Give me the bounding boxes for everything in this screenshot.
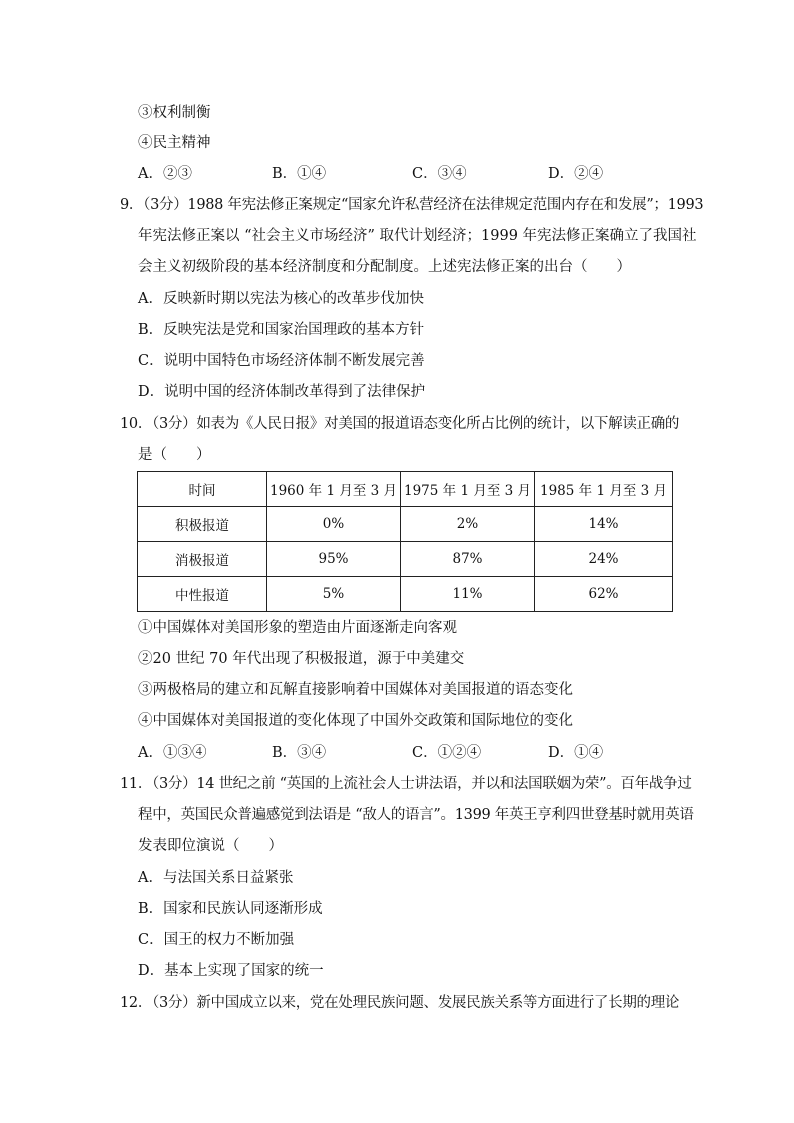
q9-stem-line-3: 会主义初级阶段的基本经济制度和分配制度。上述宪法修正案的出台（ ） bbox=[138, 259, 631, 275]
table-cell: 积极报道 bbox=[138, 507, 267, 542]
table-cell: 95% bbox=[267, 542, 401, 577]
table-cell: 5% bbox=[267, 577, 401, 612]
q11-stem-line-3: 发表即位演说（ ） bbox=[138, 838, 283, 854]
table-cell: 消极报道 bbox=[138, 542, 267, 577]
q8-option-d[interactable]: D．②④ bbox=[548, 166, 604, 182]
q8-option-b[interactable]: B．①④ bbox=[272, 166, 327, 182]
q8-item-4: ④民主精神 bbox=[138, 135, 211, 151]
q10-option-b[interactable]: B．③④ bbox=[272, 745, 327, 761]
q10-stem-line-2: 是（ ） bbox=[138, 447, 211, 463]
q9-stem-line-1: 9．（3分）1988 年宪法修正案规定“国家允许私营经济在法律规定范围内存在和发展”；1993 bbox=[120, 197, 704, 213]
q11-option-d[interactable]: D．基本上实现了国家的统一 bbox=[138, 963, 324, 979]
q10-option-c[interactable]: C．①②④ bbox=[412, 745, 482, 761]
q10-item-1: ①中国媒体对美国形象的塑造由片面逐渐走向客观 bbox=[138, 620, 457, 636]
table-header-row bbox=[138, 472, 673, 507]
q9-option-b[interactable]: B．反映宪法是党和国家治国理政的基本方针 bbox=[138, 322, 425, 338]
q12-stem-line-1: 12．（3分）新中国成立以来，党在处理民族问题、发展民族关系等方面进行了长期的理论 bbox=[120, 995, 680, 1011]
table-row bbox=[138, 577, 673, 612]
q10-option-d[interactable]: D．①④ bbox=[548, 745, 604, 761]
q9-option-a[interactable]: A．反映新时期以宪法为核心的改革步伐加快 bbox=[138, 291, 424, 307]
q10-item-3: ③两极格局的建立和瓦解直接影响着中国媒体对美国报道的语态变化 bbox=[138, 682, 573, 698]
table-cell: 62% bbox=[535, 577, 673, 612]
table-header-cell: 时间 bbox=[138, 472, 267, 507]
q10-options bbox=[138, 743, 678, 763]
table-row bbox=[138, 507, 673, 542]
q10-option-a[interactable]: A．①③④ bbox=[138, 745, 207, 761]
q9-option-c[interactable]: C．说明中国特色市场经济体制不断发展完善 bbox=[138, 353, 425, 369]
report-ratio-table bbox=[137, 471, 673, 612]
q8-option-c[interactable]: C．③④ bbox=[412, 166, 467, 182]
q11-stem-line-1: 11．（3分）14 世纪之前 “英国的上流社会人士讲法语，并以和法国联姻为荣”。百年战争过 bbox=[120, 776, 692, 792]
q8-options bbox=[138, 164, 678, 184]
q9-option-d[interactable]: D．说明中国的经济体制改革得到了法律保护 bbox=[138, 384, 426, 400]
q10-item-4: ④中国媒体对美国报道的变化体现了中国外交政策和国际地位的变化 bbox=[138, 713, 573, 729]
table-cell: 2% bbox=[401, 507, 535, 542]
table-header-cell: 1985 年 1 月至 3 月 bbox=[535, 472, 673, 507]
q10-stem-line-1: 10．（3分）如表为《人民日报》对美国的报道语态变化所占比例的统计，以下解读正确的 bbox=[120, 416, 680, 432]
q10-item-2: ②20 世纪 70 年代出现了积极报道，源于中美建交 bbox=[138, 651, 465, 667]
q11-option-c[interactable]: C．国王的权力不断加强 bbox=[138, 932, 295, 948]
table-cell: 87% bbox=[401, 542, 535, 577]
table-cell: 24% bbox=[535, 542, 673, 577]
q8-item-3: ③权利制衡 bbox=[138, 105, 211, 121]
q11-option-b[interactable]: B．国家和民族认同逐渐形成 bbox=[138, 901, 323, 917]
table-cell: 中性报道 bbox=[138, 577, 267, 612]
q9-stem-line-2: 年宪法修正案以 “社会主义市场经济” 取代计划经济；1999 年宪法修正案确立了我国社 bbox=[138, 228, 697, 244]
table-header-cell: 1975 年 1 月至 3 月 bbox=[401, 472, 535, 507]
q11-option-a[interactable]: A．与法国关系日益紧张 bbox=[138, 870, 294, 886]
table-cell: 0% bbox=[267, 507, 401, 542]
table-header-cell: 1960 年 1 月至 3 月 bbox=[267, 472, 401, 507]
table-row bbox=[138, 542, 673, 577]
table-cell: 11% bbox=[401, 577, 535, 612]
q8-option-a[interactable]: A．②③ bbox=[138, 166, 192, 182]
q11-stem-line-2: 程中，英国民众普遍感觉到法语是 “敌人的语言”。1399 年英王亨利四世登基时就用英语 bbox=[138, 807, 694, 823]
table-cell: 14% bbox=[535, 507, 673, 542]
